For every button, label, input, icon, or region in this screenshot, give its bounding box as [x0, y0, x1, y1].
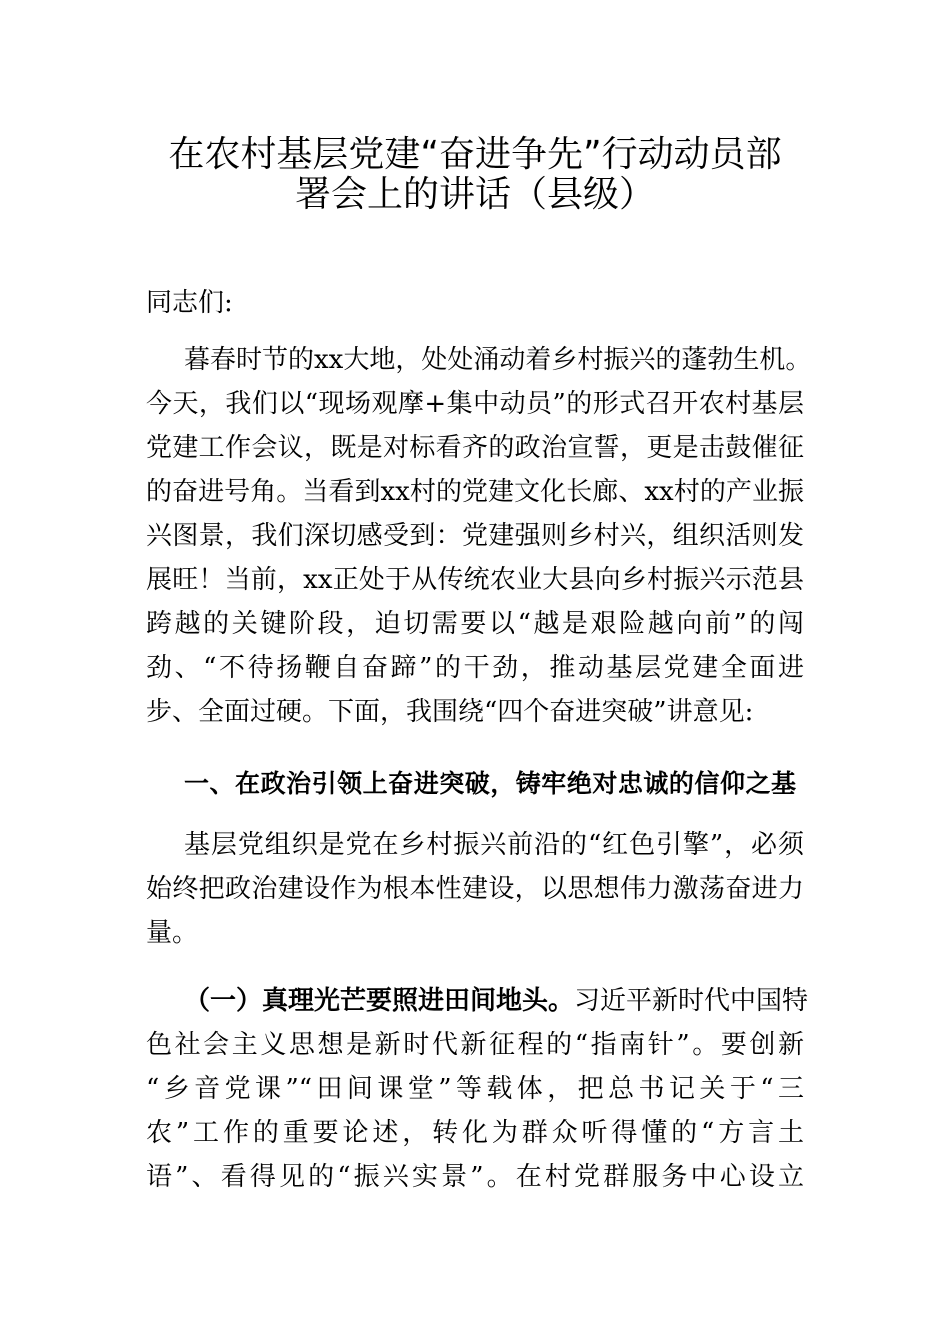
- document-title-line-1: 在农村基层党建“奋进争先”行动动员部: [168, 134, 782, 175]
- paragraph-line: 始终把政治建设作为根本性建设，以思想伟力激荡奋进力: [146, 874, 804, 904]
- paragraph-line: 兴图景，我们深切感受到：党建强则乡村兴，组织活则发: [146, 521, 804, 551]
- section-heading-1: 一、在政治引领上奋进突破，铸牢绝对忠诚的信仰之基: [184, 769, 796, 798]
- subsection-first-line: [184, 984, 809, 1018]
- paragraph-line: 跨越的关键阶段，迫切需要以“越是艰险越向前”的闯: [146, 609, 804, 639]
- paragraph-line: 展旺！当前，xx正处于从传统农业大县向乡村振兴示范县: [146, 565, 804, 595]
- paragraph-line: 党建工作会议，既是对标看齐的政治宣誓，更是击鼓催征: [146, 433, 804, 463]
- document-title-line-2: 署会上的讲话（县级）: [294, 174, 655, 215]
- paragraph-line: 劲、“不待扬鞭自奋蹄”的干劲，推动基层党建全面进: [146, 653, 804, 683]
- paragraph-line: “乡音党课”“田间课堂”等载体，把总书记关于“三: [146, 1074, 804, 1104]
- paragraph-line: 步、全面过硬。下面，我围绕“四个奋进突破”讲意见:: [146, 697, 754, 727]
- paragraph-line: 量。: [146, 918, 199, 948]
- paragraph-line: 暮春时节的xx大地，处处涌动着乡村振兴的蓬勃生机。: [184, 345, 812, 375]
- subsection-heading: （一）真理光芒要照进田间地头。: [184, 986, 575, 1016]
- paragraph-line: 农”工作的重要论述，转化为群众听得懂的“方言土: [146, 1118, 804, 1148]
- subsection-first-line-text: 习近平新时代中国特: [574, 986, 809, 1016]
- paragraph-line: 今天，我们以“现场观摩+集中动员”的形式召开农村基层: [146, 389, 804, 419]
- paragraph-line: 的奋进号角。当看到xx村的党建文化长廊、xx村的产业振: [146, 477, 804, 507]
- paragraph-line: 色社会主义思想是新时代新征程的“指南针”。要创新: [146, 1030, 804, 1060]
- paragraph-line: 语”、看得见的“振兴实景”。在村党群服务中心设立: [146, 1162, 804, 1192]
- paragraph-line: 基层党组织是党在乡村振兴前沿的“红色引擎”，必须: [184, 830, 804, 860]
- salutation: 同志们:: [146, 288, 233, 318]
